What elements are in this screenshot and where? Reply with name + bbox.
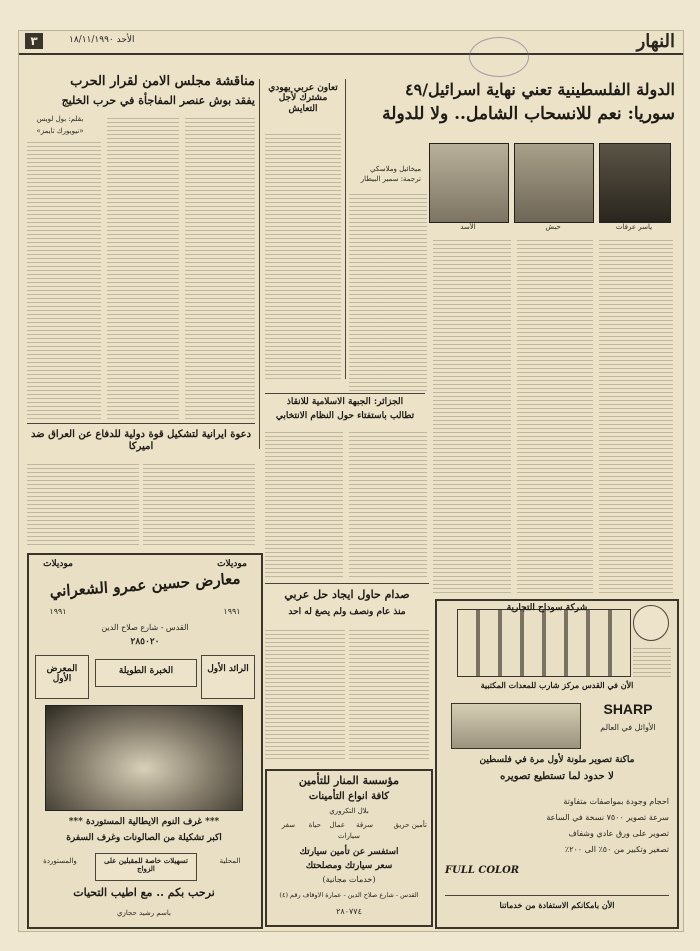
- library-stamp: [469, 37, 529, 77]
- sharp-tagline: الأوائل في العالم: [600, 723, 656, 732]
- sharp-offer-title: ماكنة تصوير ملونة لأول مرة في فلسطين: [479, 755, 635, 765]
- sharp-ad: [435, 599, 679, 929]
- sharp-company: شركة سوداح التجارية: [506, 603, 588, 613]
- caption-assad: الأسد: [460, 223, 476, 231]
- saddam-text-col-2: [265, 627, 345, 759]
- insurance-item: سيارات: [337, 832, 361, 840]
- column-divider: [259, 79, 260, 449]
- insurance-promo-3: (خدمات مجانية): [322, 875, 376, 884]
- insurance-item: سرقة: [356, 821, 373, 829]
- insurance-address: القدس - شارع صلاح الدين - عمارة الاوقاف رقم (٤): [279, 891, 419, 899]
- lead-headline-1: الدولة الفلسطينية تعني نهاية اسرائيل/٤٩: [405, 80, 675, 99]
- furniture-address: القدس - شارع صلاح الدين: [101, 623, 189, 632]
- sharp-store-photo: [457, 609, 631, 677]
- furniture-ad: [27, 553, 263, 929]
- section-rule: [27, 423, 255, 424]
- security-council-byline-2: «نيويورك تايمز»: [36, 127, 84, 135]
- caption-habash: حبش: [545, 223, 561, 231]
- furniture-left-badge: المعرض الأول: [35, 655, 89, 699]
- saddam-text-col-1: [349, 627, 429, 759]
- insurance-item: سفر: [281, 821, 295, 829]
- furniture-models-label-left: موديلات: [43, 559, 73, 569]
- insurance-item: حياة: [308, 821, 321, 829]
- iran-text-col-2: [27, 461, 139, 547]
- insurance-subtitle: كافة انواع التأمينات: [308, 791, 390, 802]
- iran-text-col-1: [143, 461, 255, 547]
- copier-photo: [451, 703, 581, 749]
- sharp-bullet: تصغير وتكبير من ٥٠٪ الى ٢٠٠٪: [564, 845, 669, 854]
- newspaper-logo: النهار: [636, 31, 675, 52]
- furniture-center-tag: تسهيلات خاصة للمقبلين على الزواج: [95, 853, 197, 881]
- security-council-headline-1: مناقشة مجلس الامن لقرار الحرب: [70, 74, 255, 89]
- furniture-footer: نرحب بكم .. مع اطيب التحيات: [73, 886, 215, 899]
- page-header: [19, 31, 683, 55]
- algeria-headline-2: تطالب باستفتاء حول النظام الانتخابي: [275, 411, 415, 421]
- security-council-headline-2: يفقد بوش عنصر المفاجأة في حرب الخليج: [61, 94, 255, 107]
- insurance-ad: [265, 769, 433, 927]
- page-number: ٣: [25, 33, 43, 49]
- algeria-text-col-1: [349, 429, 427, 579]
- furniture-models-label-right: موديلات: [217, 559, 247, 569]
- photo-assad: [429, 143, 509, 223]
- security-council-text-col-2: [107, 115, 179, 419]
- furniture-center-badge: الخبرة الطويلة: [95, 659, 197, 687]
- sharp-footer: الأن بامكانكم الاستفادة من خدماتنا: [499, 900, 615, 910]
- sharp-offer-sub: لا حدود لما تستطيع تصويره: [500, 771, 614, 782]
- insurance-item: عمال: [329, 821, 345, 829]
- sharp-bullet: تصوير على ورق عادي وشفاف: [568, 829, 669, 838]
- lead-text-col-1: [599, 237, 673, 593]
- sharp-footer-rule: [445, 895, 669, 896]
- bedroom-photo: [45, 705, 243, 811]
- security-council-byline: بقلم: بول لويس: [36, 115, 84, 123]
- furniture-offer-2: اكبر تشكيلة من الصالونات وغرف السفرة: [66, 833, 222, 843]
- sharp-headline: الأن في القدس مركز شارب للمعدات المكتبية: [480, 680, 634, 690]
- sharp-bullet: احجام وجودة بمواصفات متفاوتة: [563, 797, 669, 806]
- lead-text-col-3: [433, 237, 511, 593]
- caption-arafat: ياسر عرفات: [615, 223, 653, 231]
- furniture-right-badge: الرائد الأول: [201, 655, 255, 699]
- insurance-item: تأمين حريق: [393, 821, 427, 829]
- sharp-brand: SHARP: [603, 701, 653, 717]
- security-council-text-col-3: [27, 139, 101, 419]
- lead-text-col-4: [349, 191, 427, 391]
- algeria-text-col-2: [265, 429, 343, 579]
- newspaper-page: [18, 30, 684, 932]
- furniture-signature: باسم رشيد حجازي: [117, 909, 171, 917]
- furniture-phone: ٢٨٥٠٢٠: [130, 637, 160, 647]
- photo-habash: [514, 143, 594, 223]
- column-divider: [345, 79, 346, 379]
- furniture-year-left: ١٩٩١: [49, 607, 67, 616]
- security-council-text-col-1: [185, 115, 255, 419]
- lead-headline-2: سوريا: نعم للانسحاب الشامل.. ولا للدولة: [382, 104, 675, 124]
- arab-jewish-headline: تعاون عربي يهودي مشترك لأجل التعايش: [268, 83, 338, 114]
- insurance-phone: ٢٨٠٧٧٤: [336, 907, 362, 916]
- photo-arafat: [599, 143, 671, 223]
- sharp-color-label: FULL COLOR: [445, 865, 520, 876]
- insurance-promo-2: سعر سيارتك ومصلحتك: [305, 861, 393, 871]
- insurance-title: مؤسسة المنار للتأمين: [298, 774, 400, 787]
- sharp-logo-circle: [633, 605, 669, 641]
- section-rule: [265, 393, 425, 394]
- furniture-title: معارض حسين عمرو الشعراني: [48, 569, 241, 601]
- furniture-year-right: ١٩٩١: [223, 607, 241, 616]
- sharp-bullet: سرعة تصوير ٧٥٠٠ نسخة في الساعة: [546, 813, 669, 822]
- saddam-headline-2: منذ عام ونصف ولم يصغ له احد: [288, 607, 406, 617]
- furniture-left-tag: والمستوردة: [43, 857, 77, 865]
- arab-jewish-text: [265, 131, 341, 381]
- insurance-agent: بلال التكروري: [329, 807, 369, 815]
- algeria-headline-1: الجزائر: الجبهة الاسلامية للانقاذ: [286, 397, 404, 407]
- section-rule: [265, 583, 429, 584]
- furniture-right-tag: المحلية: [219, 857, 241, 865]
- issue-date: الأحد ١٨/١١/١٩٩٠: [69, 35, 135, 45]
- lead-text-col-2: [517, 237, 593, 593]
- insurance-promo: استفسر عن تأمين سيارتك: [299, 847, 399, 857]
- lead-byline-2: ترجمة: سمير البيطار: [360, 175, 421, 183]
- saddam-headline-1: صدام حاول ايجاد حل عربي: [284, 588, 410, 601]
- sharp-store-details: [633, 645, 671, 679]
- furniture-offer: *** غرف النوم الايطالية المستوردة ***: [68, 817, 220, 827]
- lead-byline: ميخائيل وملاسكي: [370, 165, 421, 173]
- iran-headline: دعوة ايرانية لتشكيل قوة دولية للدفاع عن العراق ضد اميركا: [30, 429, 252, 452]
